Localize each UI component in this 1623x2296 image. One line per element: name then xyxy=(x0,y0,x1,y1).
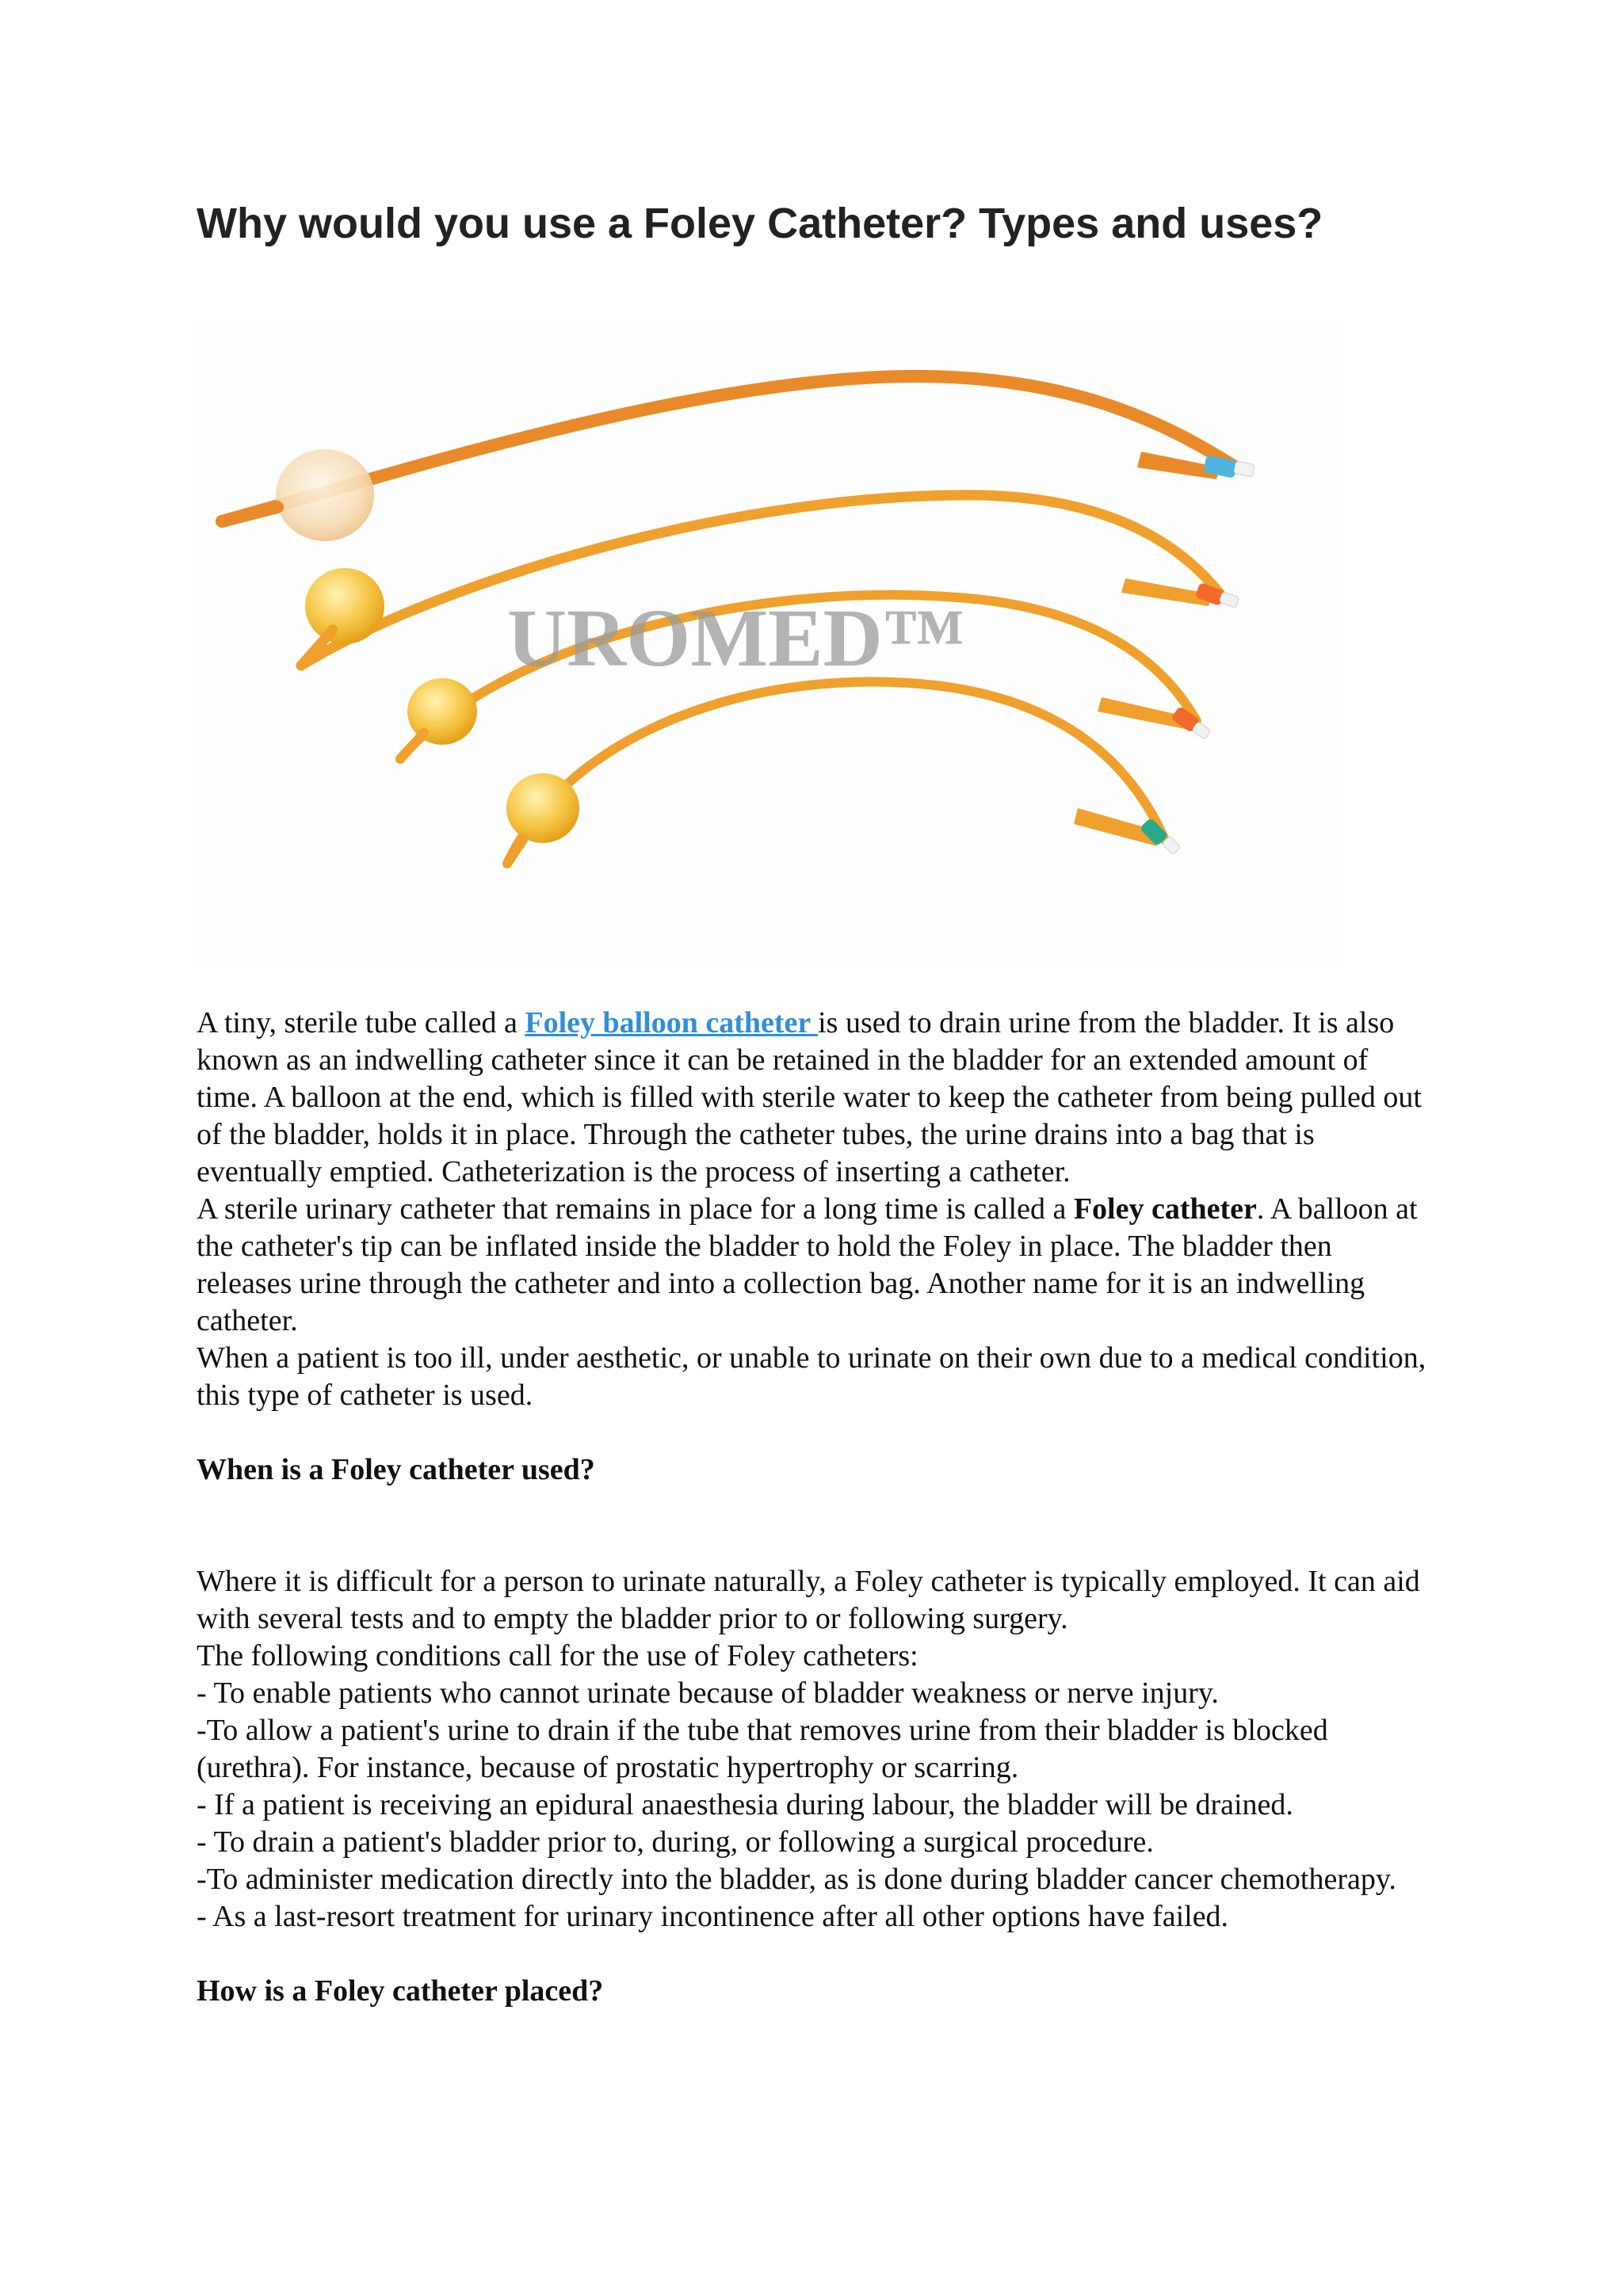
list-item: - As a last-resort treatment for urinary incontinence after all other options have failed. xyxy=(197,1900,1229,1933)
list-item: - If a patient is receiving an epidural anaesthesia during labour, the bladder will be drained. xyxy=(197,1788,1293,1821)
watermark-text: UROMED™ xyxy=(507,593,965,684)
catheter-image xyxy=(190,317,1347,974)
list-item: - To enable patients who cannot urinate because of bladder weakness or nerve injury. xyxy=(197,1676,1219,1710)
foley-catheter-bold: Foley catheter xyxy=(1073,1192,1257,1226)
intro-text: A tiny, sterile tube called a xyxy=(197,1006,525,1039)
intro-2-text-continued: . A balloon at the catheter's tip can be inflated inside the bladder to hold the Foley in place. The bladder then releases urine through the catheter and into a collection bag. Another name for it is an indwelling catheter. xyxy=(197,1192,1418,1337)
spacer xyxy=(197,1414,1433,1451)
foley-balloon-catheter-link[interactable]: Foley balloon catheter xyxy=(525,1006,819,1039)
catheter-4 xyxy=(506,682,1181,864)
list-item: -To allow a patient's urine to drain if the tube that removes urine from their bladder is blocked (urethra). For instance, because of prostatic hypertrophy or scarring. xyxy=(197,1714,1328,1784)
list-item: -To administer medication directly into the bladder, as is done during bladder cancer chemotherapy. xyxy=(197,1863,1396,1896)
spacer xyxy=(197,1489,1433,1563)
section1-paragraph-1: Where it is difficult for a person to urinate naturally, a Foley catheter is typically employed. It can aid with several tests and to empty the bladder prior to or following surgery. xyxy=(197,1565,1420,1635)
spacer xyxy=(197,1936,1433,1973)
intro-2-text: A sterile urinary catheter that remains in place for a long time is called a xyxy=(197,1192,1074,1226)
section-heading-when-used: When is a Foley catheter used? xyxy=(197,1453,595,1486)
section1-paragraph-2: The following conditions call for the use of Foley catheters: xyxy=(197,1639,918,1672)
article-body xyxy=(197,1005,1433,2010)
intro-paragraph-2 xyxy=(197,1191,1433,1340)
page-title: Why would you use a Foley Catheter? Types and uses? xyxy=(197,200,1323,247)
intro-paragraph-3: When a patient is too ill, under aesthetic, or unable to urinate on their own due to a medical condition, this type of catheter is used. xyxy=(197,1341,1426,1412)
list-item: - To drain a patient's bladder prior to, during, or following a surgical procedure. xyxy=(197,1825,1154,1859)
section-heading-how-placed: How is a Foley catheter placed? xyxy=(197,1974,604,2008)
catheter-illustration xyxy=(190,317,1347,974)
intro-text-continued: is used to drain urine from the bladder. It is also known as an indwelling catheter since it can be retained in the bladder for an extended amount of time. A balloon at the end, which is filled with sterile water to keep the catheter from being pulled out of the bladder, holds it in place. Through the catheter tubes, the urine drains into a bag that is eventually emptied. Catheterization is the process of inserting a catheter. xyxy=(197,1006,1422,1188)
intro-paragraph-1 xyxy=(197,1005,1433,1191)
